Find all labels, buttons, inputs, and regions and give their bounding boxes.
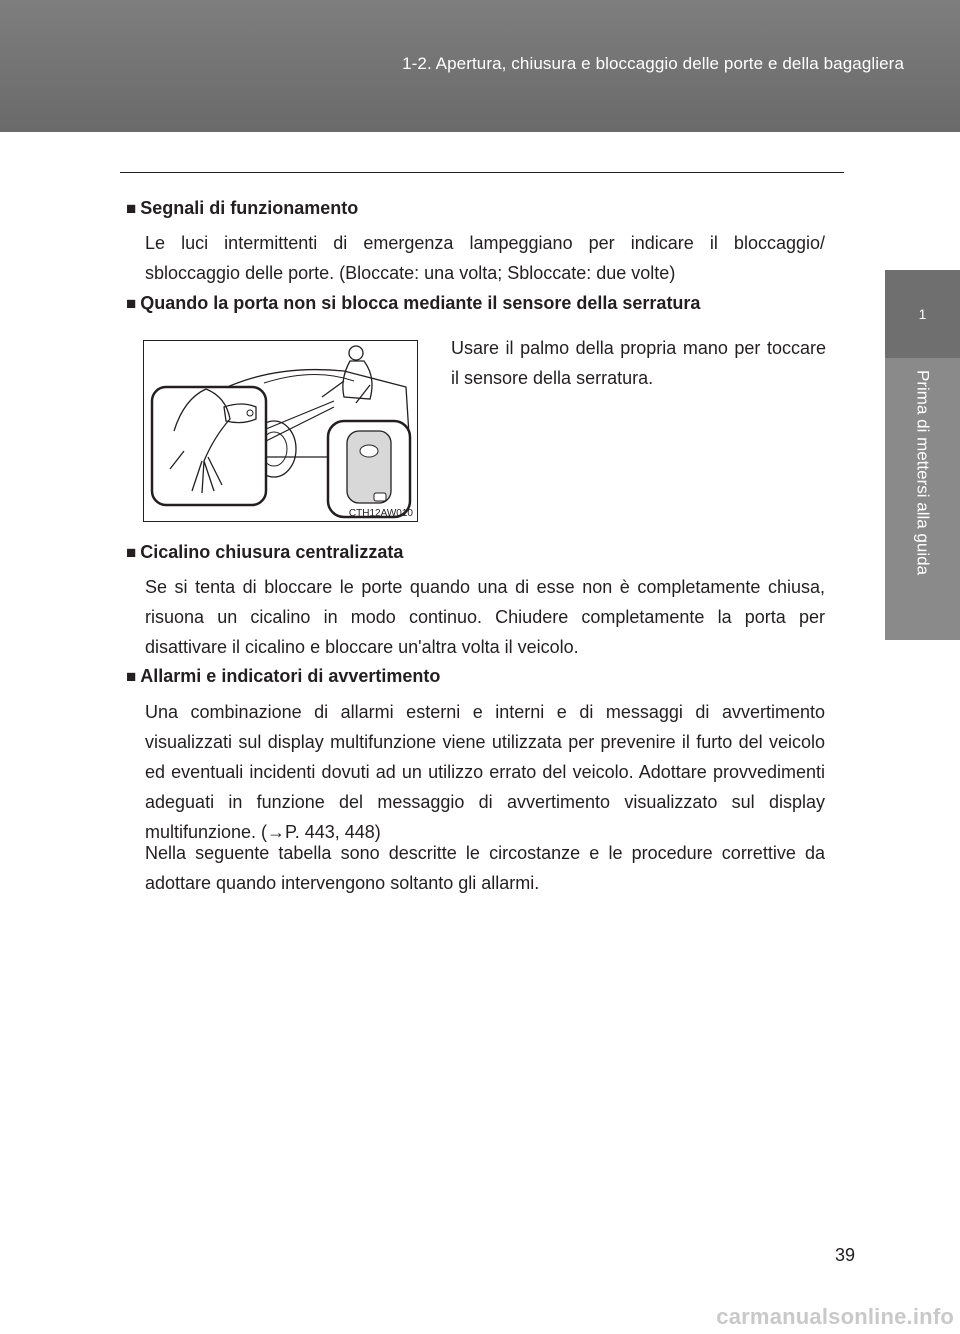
illustration-lock-sensor [143, 340, 418, 522]
running-header-title: 1-2. Apertura, chiusura e bloccaggio delle porte e della bagagliera [402, 54, 904, 73]
illustration-code: CTH12AW010 [348, 508, 413, 519]
heading-marker: ■ [126, 543, 137, 562]
heading-marker: ■ [126, 667, 137, 686]
paragraph-buzzer: Se si tenta di bloccare le porte quando una di esse non è completamente chiusa, risuona un cicalino in modo continuo. Chiudere completamente la porta per disattivare il cicalino e bloccare un'altra volta il veicolo. [145, 577, 825, 657]
lock-sensor-drawing [144, 341, 417, 521]
section-heading-signals: ■ Segnali di funzionamento [126, 198, 359, 218]
section-heading-sensor: ■ Quando la porta non si blocca mediante il sensore della serratura [126, 293, 701, 313]
section-heading-alarms: ■ Allarmi e indicatori di avvertimento [126, 666, 441, 686]
page-header [0, 0, 960, 132]
paragraph-signals: Le luci intermittenti di emergenza lampeggiano per indicare il bloccaggio/ sbloccaggio delle porte. (Bloccate: una volta; Sbloccate: due volte) [145, 233, 825, 283]
page-number: 39 [835, 1245, 856, 1265]
top-rule [120, 172, 844, 173]
heading-marker: ■ [126, 294, 137, 313]
section-heading-buzzer: ■ Cicalino chiusura centralizzata [126, 542, 404, 562]
chapter-tab-label: Prima di mettersi alla guida [913, 370, 933, 576]
heading-marker: ■ [126, 199, 137, 218]
paragraph-sensor: Usare il palmo della propria mano per toccare il sensore della serratura. [451, 338, 826, 388]
paragraph-alarms-2: Nella seguente tabella sono descritte le circostanze e le procedure correttive da adottare quando intervengono soltanto gli allarmi. [145, 843, 825, 893]
chapter-tab [885, 358, 960, 640]
chapter-tab-number: 1 [885, 270, 960, 358]
paragraph-alarms-1: Una combinazione di allarmi esterni e interni e di messaggi di avvertimento visualizzati sul display multifunzione viene utilizzata per prevenire il furto del veicolo ed eventuali incidenti dovuti ad un utilizzo errato del veicolo. Adottare provvedimenti adeguati in funzione del messaggio di avvertimento visualizzato sul display multifunzione. (→P. 443, 448) [145, 702, 825, 842]
watermark: carmanualsonline.info [716, 1304, 954, 1329]
